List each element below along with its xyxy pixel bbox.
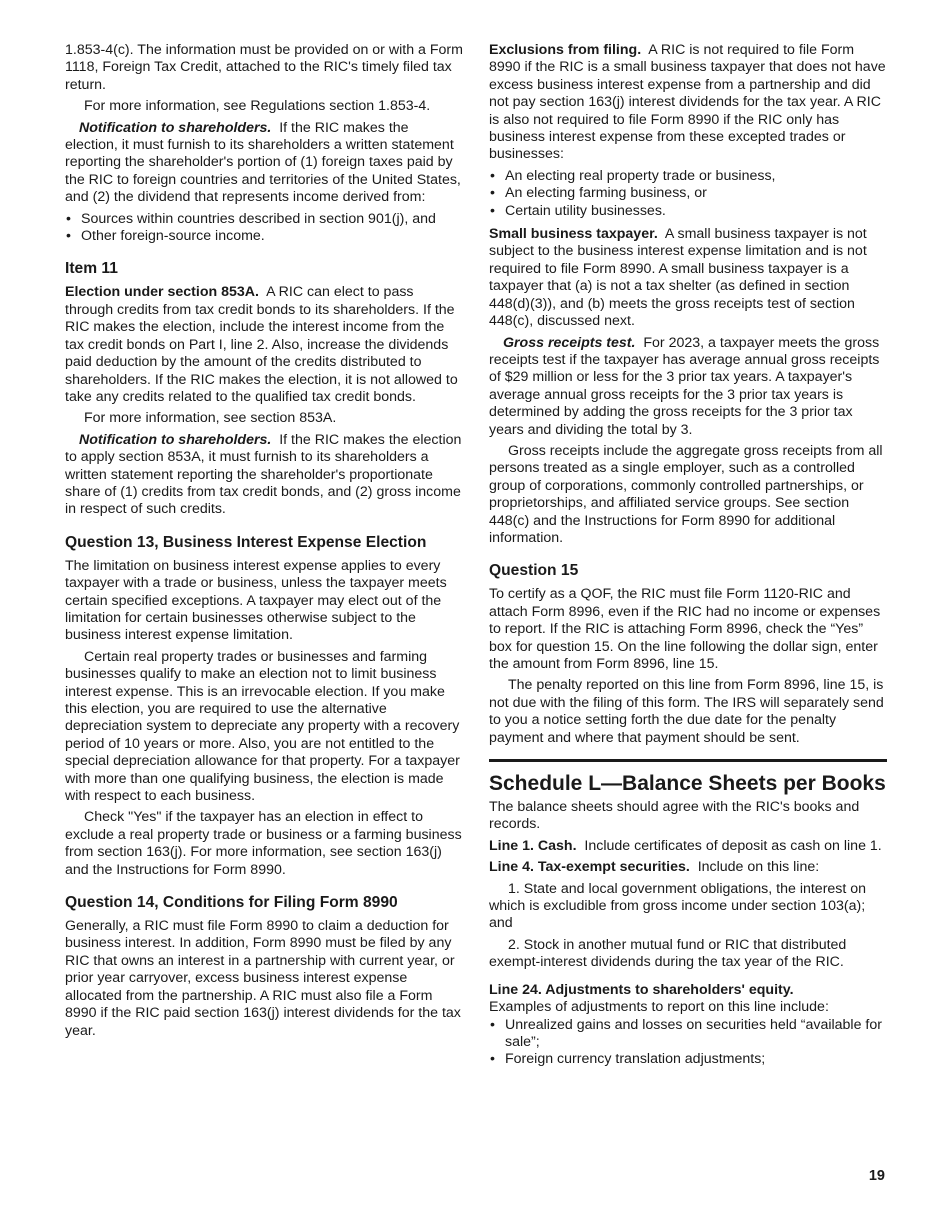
gross-receipts-body: For 2023, a taxpayer meets the gross receipts test if the taxpayer has average annual gross receipts of $29 million or less for the 3 prior tax years. A taxpayer's average annual gross receipts for the 3 prior tax years is determined by adding the gross receipts for the 3 prior tax years and dividing the total by 3. [489, 334, 880, 438]
notification-heading-2: Notification to shareholders. [79, 431, 272, 448]
regulations-reference: For more information, see Regulations section 1.853-4. [84, 98, 431, 115]
bullet-item: • Sources within countries described in section 901(j), and [65, 211, 463, 228]
gross-receipts-aggregate-paragraph: Gross receipts include the aggregate gross receipts from all persons treated as a single employer, such as a controlled group of corporations, commonly controlled partnerships, or proprietorships, and affiliated service groups. See section 448(c) and the Instructions for Form 8990 for additional information. [489, 442, 883, 546]
bullet-item: • An electing real property trade or business, [489, 168, 887, 185]
section-divider [489, 759, 887, 762]
question-13-heading: Question 13, Business Interest Expense Election [65, 533, 427, 551]
bullet-item: • Foreign currency translation adjustments; [489, 1051, 887, 1068]
bullet-item: • Other foreign-source income. [65, 228, 463, 245]
exclusions-body: A RIC is not required to file Form 8990 if the RIC is a small business taxpayer that does not have excess business interest expense from a partnership and did not pay section 163(j) interest dividends for the tax year. A RIC is also not required to file Form 8990 if the RIC only has business interest expense from these excepted trades or businesses: [489, 42, 886, 163]
election-853a-heading: Election under section 853A. [65, 284, 259, 301]
line-24-body: Examples of adjustments to report on this line include: [489, 999, 829, 1016]
question-15-heading: Question 15 [489, 562, 579, 580]
notification-paragraph-1 [65, 120, 463, 207]
intro-paragraph: 1.853-4(c). The information must be provided on or with a Form 1118, Foreign Tax Credit, attached to the RIC's timely filed tax return. [65, 42, 463, 93]
election-853a-body: A RIC can elect to pass through credits from tax credit bonds to its shareholders. If the RIC makes the election, include the interest income from the tax credit bonds on Part I, line 2. Also, increase the dividends paid deduction by the amount of the credits distributed to shareholders. If the RIC makes the election, it is not allowed to take any credits related to the qualified tax credit bonds. [65, 284, 458, 405]
question-14-paragraph: Generally, a RIC must file Form 8990 to claim a deduction for business interest. In addition, Form 8990 must be filed by any RIC that owns an interest in a partnership with current year, or prior year carryover, excess business interest expense allocated from the partnership. A RIC must also file a Form 8990 if the RIC paid section 163(j) interest dividends for the tax year. [65, 918, 461, 1039]
item-11-heading: Item 11 [65, 260, 118, 278]
page-number: 19 [868, 1168, 885, 1184]
notification-body-2: If the RIC makes the election to apply section 853A, it must furnish to its shareholders a written statement reporting the shareholder's proportionate share of (1) credits from tax credit bonds, and (2) gross income in respect of such credits. [65, 431, 462, 518]
right-column [489, 42, 887, 1069]
schedule-l-heading: Schedule L—Balance Sheets per Books [489, 772, 886, 796]
notification-paragraph-2 [65, 432, 463, 519]
exclusions-heading: Exclusions from filing. [489, 42, 642, 58]
question-13-paragraph: The limitation on business interest expense applies to every taxpayer with a trade or business, unless the taxpayer meets certain specified exceptions. A taxpayer may elect out of the limitation for certain businesses otherwise subject to the business interest expense limitation. [65, 557, 447, 644]
schedule-l-intro: The balance sheets should agree with the RIC's books and records. [489, 799, 860, 833]
line-4-item: 2. Stock in another mutual fund or RIC that distributed exempt-interest dividends during the tax year of the RIC. [489, 936, 847, 971]
small-business-paragraph [489, 226, 887, 330]
bullet-item: • An electing farming business, or [489, 185, 887, 202]
question-14-heading: Question 14, Conditions for Filing Form 8990 [65, 894, 398, 912]
section-853a-reference: For more information, see section 853A. [84, 410, 337, 427]
line-4-heading: Line 4. Tax-exempt securities. [489, 859, 690, 876]
bullet-item: • Unrealized gains and losses on securities held “available for sale”; [489, 1017, 887, 1052]
question-15-paragraph: The penalty reported on this line from Form 8996, line 15, is not due with the filing of this form. The IRS will separately send to you a notice setting forth the due date for the penalty payment and where that payment should be sent. [489, 677, 884, 746]
bullet-item: • Certain utility businesses. [489, 203, 887, 220]
question-13-paragraph: Check "Yes" if the taxpayer has an election in effect to exclude a real property trade or business or a farming business from section 163(j). For more information, see section 163(j) and the Instructions for Form 8990. [65, 809, 462, 878]
line-1-heading: Line 1. Cash. [489, 837, 577, 854]
line-4-paragraph [489, 859, 887, 876]
question-13-paragraph: Certain real property trades or businesses and farming businesses qualify to make an election not to limit business interest expense. This is an irrevocable election. If you make this election, you are required to use the alternative depreciation system to depreciate any property with a recovery period of 10 years or more. Also, you are not entitled to the special depreciation allowance for that property. For a taxpayer with more than one qualifying business, the election is made with respect to each business. [65, 648, 460, 805]
notification-heading-1: Notification to shareholders. [79, 119, 272, 136]
gross-receipts-heading: Gross receipts test. [503, 334, 636, 351]
election-853a-paragraph [65, 284, 463, 406]
small-business-heading: Small business taxpayer. [489, 226, 658, 243]
exclusions-paragraph [489, 42, 887, 164]
question-15-paragraph: To certify as a QOF, the RIC must file Form 1120-RIC and attach Form 8996, even if the RIC had no income or expenses to report. If the RIC is attaching Form 8996, check the “Yes” box for question 15. On the line following the dollar sign, enter the amount from Form 8996, line 15. [489, 586, 881, 672]
line-24-heading: Line 24. Adjustments to shareholders' equity. [489, 981, 794, 998]
gross-receipts-paragraph [489, 335, 887, 439]
small-business-body: A small business taxpayer is not subject to the business interest expense limitation and is not required to file Form 8990. A small business taxpayer is a taxpayer that (a) is not a tax shelter (as defined in section 448(d)(3)), and (b) meets the gross receipts test of section 448(c), discussed next. [489, 226, 867, 330]
line-4-item: 1. State and local government obligations, the interest on which is excludible from gross income under section 103(a); and [489, 880, 867, 932]
line-4-body: Include on this line: [697, 859, 820, 876]
left-column [65, 42, 463, 1044]
line-1-paragraph [489, 838, 887, 855]
notification-body-1: If the RIC makes the election, it must furnish to its shareholders a written statement reporting the shareholder's portion of (1) foreign taxes paid by the RIC to foreign countries and territories of the United States, and (2) the dividend that represents income derived from: [65, 119, 461, 206]
line-1-body: Include certificates of deposit as cash on line 1. [584, 837, 882, 854]
